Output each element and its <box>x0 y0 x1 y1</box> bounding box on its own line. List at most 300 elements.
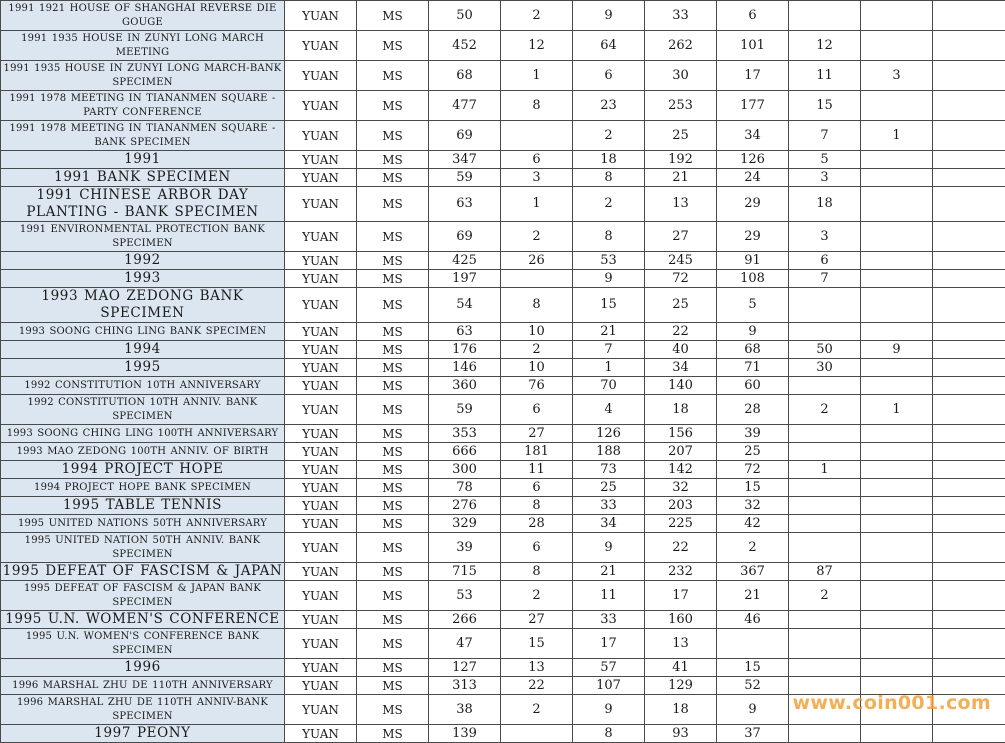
count-cell: 34 <box>717 121 789 151</box>
count-cell <box>933 533 1005 563</box>
count-cell: 225 <box>645 515 717 533</box>
grade-cell: MS <box>357 497 429 515</box>
count-cell: 12 <box>789 31 861 61</box>
unit-cell: YUAN <box>285 377 357 395</box>
unit-cell: YUAN <box>285 31 357 61</box>
count-cell <box>501 725 573 743</box>
count-cell: 1 <box>501 61 573 91</box>
count-cell <box>861 1 933 31</box>
count-cell <box>861 91 933 121</box>
count-cell: 30 <box>789 359 861 377</box>
count-cell: 2 <box>573 121 645 151</box>
table-row <box>1 377 1005 395</box>
count-cell: 22 <box>645 323 717 341</box>
count-cell <box>933 581 1005 611</box>
coin-description-cell: 1995 UNITED NATIONS 50TH ANNIVERSARY <box>1 515 285 533</box>
count-cell <box>933 31 1005 61</box>
count-cell: 39 <box>717 425 789 443</box>
count-cell: 15 <box>789 91 861 121</box>
count-cell: 33 <box>573 611 645 629</box>
count-cell: 715 <box>429 563 501 581</box>
coin-description-cell: 1991 1978 MEETING IN TIANANMEN SQUARE - BANK SPECIMEN <box>1 121 285 151</box>
count-cell: 70 <box>573 377 645 395</box>
grade-cell: MS <box>357 629 429 659</box>
grade-cell: MS <box>357 222 429 252</box>
count-cell <box>933 497 1005 515</box>
count-cell: 41 <box>645 659 717 677</box>
grade-cell: MS <box>357 341 429 359</box>
count-cell: 188 <box>573 443 645 461</box>
grade-cell: MS <box>357 377 429 395</box>
coin-description-cell: 1996 MARSHAL ZHU DE 110TH ANNIVERSARY <box>1 677 285 695</box>
coin-description-cell: 1994 PROJECT HOPE <box>1 461 285 479</box>
count-cell <box>501 121 573 151</box>
count-cell <box>861 479 933 497</box>
count-cell: 38 <box>429 695 501 725</box>
unit-cell: YUAN <box>285 61 357 91</box>
table-row <box>1 461 1005 479</box>
grade-cell: MS <box>357 169 429 187</box>
count-cell <box>933 1 1005 31</box>
coin-description-cell: 1991 CHINESE ARBOR DAY PLANTING - BANK SPECIMEN <box>1 187 285 222</box>
count-cell: 37 <box>717 725 789 743</box>
count-cell: 300 <box>429 461 501 479</box>
count-cell: 10 <box>501 323 573 341</box>
count-cell: 46 <box>717 611 789 629</box>
count-cell <box>861 377 933 395</box>
unit-cell: YUAN <box>285 91 357 121</box>
count-cell: 156 <box>645 425 717 443</box>
count-cell <box>933 611 1005 629</box>
table-row <box>1 252 1005 270</box>
count-cell: 2 <box>789 581 861 611</box>
count-cell <box>861 533 933 563</box>
count-cell: 21 <box>573 563 645 581</box>
count-cell <box>861 563 933 581</box>
count-cell: 11 <box>501 461 573 479</box>
count-cell: 245 <box>645 252 717 270</box>
count-cell: 13 <box>645 629 717 659</box>
count-cell: 7 <box>789 270 861 288</box>
count-cell: 4 <box>573 395 645 425</box>
count-cell: 9 <box>573 695 645 725</box>
coin-description-cell: 1995 DEFEAT OF FASCISM & JAPAN <box>1 563 285 581</box>
count-cell: 253 <box>645 91 717 121</box>
count-cell <box>933 91 1005 121</box>
grade-cell: MS <box>357 515 429 533</box>
coin-description-cell: 1995 UNITED NATION 50TH ANNIV. BANK SPECIMEN <box>1 533 285 563</box>
grade-cell: MS <box>357 425 429 443</box>
count-cell: 40 <box>645 341 717 359</box>
count-cell: 18 <box>645 395 717 425</box>
count-cell: 26 <box>501 252 573 270</box>
coin-description-cell: 1991 1921 HOUSE OF SHANGHAI REVERSE DIE GOUGE <box>1 1 285 31</box>
count-cell <box>789 479 861 497</box>
unit-cell: YUAN <box>285 288 357 323</box>
count-cell: 367 <box>717 563 789 581</box>
table-row <box>1 187 1005 222</box>
count-cell <box>789 611 861 629</box>
count-cell: 33 <box>645 1 717 31</box>
count-cell: 126 <box>573 425 645 443</box>
count-cell: 23 <box>573 91 645 121</box>
count-cell: 7 <box>789 121 861 151</box>
count-cell: 2 <box>501 341 573 359</box>
count-cell <box>861 725 933 743</box>
grade-cell: MS <box>357 611 429 629</box>
count-cell: 32 <box>717 497 789 515</box>
count-cell: 9 <box>573 270 645 288</box>
count-cell <box>933 515 1005 533</box>
count-cell: 2 <box>717 533 789 563</box>
unit-cell: YUAN <box>285 515 357 533</box>
count-cell <box>933 252 1005 270</box>
table-row <box>1 425 1005 443</box>
grade-cell: MS <box>357 151 429 169</box>
unit-cell: YUAN <box>285 563 357 581</box>
count-cell: 11 <box>573 581 645 611</box>
grade-cell: MS <box>357 323 429 341</box>
count-cell <box>861 443 933 461</box>
count-cell: 68 <box>717 341 789 359</box>
count-cell: 71 <box>717 359 789 377</box>
count-cell: 25 <box>645 121 717 151</box>
count-cell <box>861 323 933 341</box>
count-cell <box>717 629 789 659</box>
grade-cell: MS <box>357 288 429 323</box>
unit-cell: YUAN <box>285 659 357 677</box>
count-cell: 11 <box>789 61 861 91</box>
count-cell: 176 <box>429 341 501 359</box>
coin-description-cell: 1995 TABLE TENNIS <box>1 497 285 515</box>
count-cell: 8 <box>501 563 573 581</box>
count-cell: 63 <box>429 323 501 341</box>
table-row <box>1 1 1005 31</box>
count-cell: 9 <box>717 323 789 341</box>
count-cell <box>861 581 933 611</box>
count-cell: 42 <box>717 515 789 533</box>
count-cell <box>501 270 573 288</box>
count-cell: 13 <box>501 659 573 677</box>
table-row <box>1 659 1005 677</box>
grade-cell: MS <box>357 443 429 461</box>
count-cell: 2 <box>789 395 861 425</box>
count-cell: 76 <box>501 377 573 395</box>
count-cell: 126 <box>717 151 789 169</box>
count-cell: 313 <box>429 677 501 695</box>
count-cell: 72 <box>645 270 717 288</box>
count-cell: 9 <box>573 533 645 563</box>
table-row <box>1 359 1005 377</box>
grade-cell: MS <box>357 187 429 222</box>
table-row <box>1 581 1005 611</box>
count-cell: 2 <box>501 222 573 252</box>
count-cell: 8 <box>573 169 645 187</box>
count-cell: 28 <box>717 395 789 425</box>
unit-cell: YUAN <box>285 677 357 695</box>
grade-cell: MS <box>357 695 429 725</box>
count-cell: 15 <box>573 288 645 323</box>
count-cell: 160 <box>645 611 717 629</box>
table-row <box>1 533 1005 563</box>
count-cell: 1 <box>789 461 861 479</box>
count-cell: 52 <box>717 677 789 695</box>
count-cell: 5 <box>789 151 861 169</box>
table-row <box>1 323 1005 341</box>
count-cell: 93 <box>645 725 717 743</box>
count-cell <box>933 222 1005 252</box>
count-cell: 57 <box>573 659 645 677</box>
count-cell: 6 <box>573 61 645 91</box>
coin-description-cell: 1995 DEFEAT OF FASCISM & JAPAN BANK SPECIMEN <box>1 581 285 611</box>
count-cell <box>789 497 861 515</box>
coin-description-cell: 1994 <box>1 341 285 359</box>
count-cell: 9 <box>717 695 789 725</box>
table-row <box>1 151 1005 169</box>
count-cell: 101 <box>717 31 789 61</box>
count-cell <box>861 187 933 222</box>
count-cell: 22 <box>645 533 717 563</box>
count-cell: 59 <box>429 169 501 187</box>
count-cell: 9 <box>861 341 933 359</box>
coin-description-cell: 1995 U.N. WOMEN'S CONFERENCE BANK SPECIMEN <box>1 629 285 659</box>
count-cell: 54 <box>429 288 501 323</box>
count-cell: 18 <box>789 187 861 222</box>
table-row <box>1 497 1005 515</box>
grade-cell: MS <box>357 395 429 425</box>
count-cell: 69 <box>429 222 501 252</box>
count-cell: 91 <box>717 252 789 270</box>
unit-cell: YUAN <box>285 187 357 222</box>
count-cell: 15 <box>717 659 789 677</box>
grade-cell: MS <box>357 725 429 743</box>
grade-cell: MS <box>357 479 429 497</box>
count-cell: 21 <box>573 323 645 341</box>
table-body <box>1 1 1005 743</box>
table-row <box>1 91 1005 121</box>
unit-cell: YUAN <box>285 270 357 288</box>
grade-cell: MS <box>357 61 429 91</box>
count-cell: 329 <box>429 515 501 533</box>
unit-cell: YUAN <box>285 222 357 252</box>
count-cell: 53 <box>429 581 501 611</box>
grade-cell: MS <box>357 1 429 31</box>
unit-cell: YUAN <box>285 341 357 359</box>
table-row <box>1 443 1005 461</box>
count-cell: 10 <box>501 359 573 377</box>
coin-description-cell: 1995 <box>1 359 285 377</box>
count-cell: 425 <box>429 252 501 270</box>
count-cell: 7 <box>573 341 645 359</box>
count-cell: 73 <box>573 461 645 479</box>
coin-description-cell: 1991 ENVIRONMENTAL PROTECTION BANK SPECIMEN <box>1 222 285 252</box>
count-cell: 140 <box>645 377 717 395</box>
count-cell <box>933 270 1005 288</box>
count-cell <box>789 659 861 677</box>
table-row <box>1 395 1005 425</box>
count-cell: 27 <box>501 425 573 443</box>
count-cell <box>861 169 933 187</box>
count-cell: 22 <box>501 677 573 695</box>
count-cell <box>789 725 861 743</box>
grade-cell: MS <box>357 252 429 270</box>
count-cell <box>933 151 1005 169</box>
unit-cell: YUAN <box>285 695 357 725</box>
count-cell: 232 <box>645 563 717 581</box>
coin-description-cell: 1993 <box>1 270 285 288</box>
count-cell: 2 <box>501 695 573 725</box>
count-cell <box>861 515 933 533</box>
count-cell: 15 <box>501 629 573 659</box>
coin-description-cell: 1991 1978 MEETING IN TIANANMEN SQUARE - PARTY CONFERENCE <box>1 91 285 121</box>
count-cell <box>861 659 933 677</box>
grade-cell: MS <box>357 31 429 61</box>
grade-cell: MS <box>357 677 429 695</box>
count-cell: 6 <box>501 479 573 497</box>
count-cell: 276 <box>429 497 501 515</box>
unit-cell: YUAN <box>285 151 357 169</box>
table-row <box>1 341 1005 359</box>
count-cell: 8 <box>501 497 573 515</box>
count-cell: 108 <box>717 270 789 288</box>
count-cell <box>933 479 1005 497</box>
count-cell: 127 <box>429 659 501 677</box>
table-row <box>1 515 1005 533</box>
count-cell: 8 <box>501 288 573 323</box>
unit-cell: YUAN <box>285 461 357 479</box>
count-cell <box>789 288 861 323</box>
table-row <box>1 169 1005 187</box>
count-cell: 3 <box>789 169 861 187</box>
coin-description-cell: 1993 MAO ZEDONG 100TH ANNIV. OF BIRTH <box>1 443 285 461</box>
count-cell: 29 <box>717 222 789 252</box>
unit-cell: YUAN <box>285 497 357 515</box>
count-cell: 25 <box>645 288 717 323</box>
count-cell: 13 <box>645 187 717 222</box>
grade-cell: MS <box>357 563 429 581</box>
count-cell <box>933 341 1005 359</box>
unit-cell: YUAN <box>285 479 357 497</box>
count-cell: 47 <box>429 629 501 659</box>
count-cell: 59 <box>429 395 501 425</box>
count-cell <box>933 323 1005 341</box>
count-cell <box>861 359 933 377</box>
count-cell <box>933 425 1005 443</box>
count-cell: 78 <box>429 479 501 497</box>
count-cell: 197 <box>429 270 501 288</box>
grade-cell: MS <box>357 359 429 377</box>
count-cell <box>933 359 1005 377</box>
grade-cell: MS <box>357 461 429 479</box>
count-cell: 9 <box>573 1 645 31</box>
count-cell <box>789 533 861 563</box>
count-cell <box>861 425 933 443</box>
count-cell: 107 <box>573 677 645 695</box>
count-cell <box>789 377 861 395</box>
count-cell <box>789 443 861 461</box>
unit-cell: YUAN <box>285 425 357 443</box>
coin-description-cell: 1992 <box>1 252 285 270</box>
count-cell: 477 <box>429 91 501 121</box>
count-cell: 139 <box>429 725 501 743</box>
watermark: www.coin001.com <box>792 692 991 714</box>
count-cell: 192 <box>645 151 717 169</box>
count-cell <box>933 659 1005 677</box>
count-cell: 21 <box>645 169 717 187</box>
count-cell: 2 <box>573 187 645 222</box>
count-cell: 262 <box>645 31 717 61</box>
table-row <box>1 479 1005 497</box>
unit-cell: YUAN <box>285 121 357 151</box>
count-cell <box>789 629 861 659</box>
count-cell: 27 <box>501 611 573 629</box>
count-cell <box>933 121 1005 151</box>
count-cell: 53 <box>573 252 645 270</box>
unit-cell: YUAN <box>285 169 357 187</box>
count-cell: 177 <box>717 91 789 121</box>
count-cell <box>861 31 933 61</box>
table-row <box>1 222 1005 252</box>
count-cell <box>861 288 933 323</box>
count-cell: 15 <box>717 479 789 497</box>
count-cell: 666 <box>429 443 501 461</box>
count-cell: 8 <box>573 222 645 252</box>
count-cell: 32 <box>645 479 717 497</box>
coin-description-cell: 1996 MARSHAL ZHU DE 110TH ANNIV-BANK SPECIMEN <box>1 695 285 725</box>
unit-cell: YUAN <box>285 611 357 629</box>
count-cell <box>789 515 861 533</box>
count-cell: 3 <box>789 222 861 252</box>
count-cell: 72 <box>717 461 789 479</box>
count-cell <box>861 252 933 270</box>
count-cell: 25 <box>573 479 645 497</box>
count-cell: 129 <box>645 677 717 695</box>
count-cell <box>933 169 1005 187</box>
unit-cell: YUAN <box>285 725 357 743</box>
count-cell: 33 <box>573 497 645 515</box>
count-cell: 207 <box>645 443 717 461</box>
count-cell: 29 <box>717 187 789 222</box>
coin-description-cell: 1997 PEONY <box>1 725 285 743</box>
unit-cell: YUAN <box>285 1 357 31</box>
table-row <box>1 288 1005 323</box>
count-cell: 8 <box>573 725 645 743</box>
count-cell: 347 <box>429 151 501 169</box>
table-row <box>1 270 1005 288</box>
coin-description-cell: 1995 U.N. WOMEN'S CONFERENCE <box>1 611 285 629</box>
count-cell <box>933 563 1005 581</box>
unit-cell: YUAN <box>285 252 357 270</box>
grade-cell: MS <box>357 121 429 151</box>
count-cell <box>933 187 1005 222</box>
count-cell: 27 <box>645 222 717 252</box>
unit-cell: YUAN <box>285 395 357 425</box>
count-cell: 87 <box>789 563 861 581</box>
count-cell: 28 <box>501 515 573 533</box>
unit-cell: YUAN <box>285 443 357 461</box>
count-cell: 353 <box>429 425 501 443</box>
count-cell: 6 <box>501 151 573 169</box>
unit-cell: YUAN <box>285 359 357 377</box>
table-row <box>1 611 1005 629</box>
count-cell <box>933 629 1005 659</box>
coin-description-cell: 1992 CONSTITUTION 10TH ANNIV. BANK SPECIMEN <box>1 395 285 425</box>
count-cell: 1 <box>861 121 933 151</box>
count-cell <box>933 443 1005 461</box>
count-cell: 6 <box>717 1 789 31</box>
coin-description-cell: 1993 SOONG CHING LING 100TH ANNIVERSARY <box>1 425 285 443</box>
count-cell: 2 <box>501 581 573 611</box>
